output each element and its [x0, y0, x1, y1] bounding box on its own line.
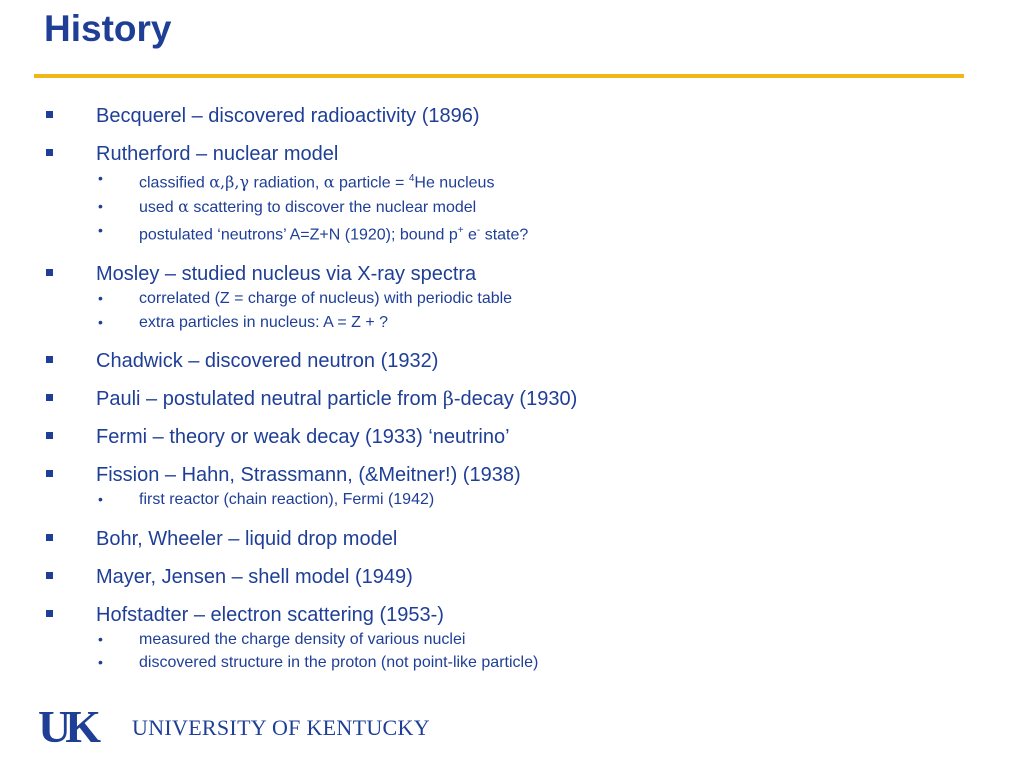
item-text: Mosley – studied nucleus via X-ray spectra	[96, 263, 477, 286]
sub-item: • classified α,β,γ radiation, α particle = $^4$He nucleus	[0, 167, 1024, 195]
sub-item: • correlated (Z = charge of nucleus) with periodic table	[0, 287, 1024, 311]
dot-bullet-icon: •	[98, 170, 103, 186]
sub-item: • measured the charge density of various nuclei	[0, 628, 1024, 652]
square-bullet-icon	[46, 149, 53, 156]
list-item	[0, 564, 1024, 590]
list-item	[0, 526, 1024, 552]
list-item	[0, 348, 1024, 374]
sub-item: • used α scattering to discover the nuclear model	[0, 195, 1024, 220]
item-text: Hofstadter – electron scattering (1953-)	[96, 603, 444, 626]
dot-bullet-icon: •	[98, 222, 103, 239]
dot-bullet-icon: •	[98, 197, 103, 214]
university-name: UNIVERSITY OF KENTUCKY	[132, 715, 430, 740]
sub-item: • discovered structure in the proton (not point-like particle)	[0, 651, 1024, 675]
square-bullet-icon	[46, 610, 53, 617]
bullet-list	[0, 103, 1024, 675]
dot-bullet-icon: •	[98, 491, 103, 508]
list-item: Pauli – postulated neutral particle from β-decay (1930)	[0, 386, 1024, 412]
slide-title: History	[44, 8, 172, 49]
dot-bullet-icon: •	[98, 654, 103, 671]
item-text: Chadwick – discovered neutron (1932)	[96, 350, 439, 373]
title-divider	[34, 74, 964, 78]
square-bullet-icon	[46, 572, 53, 579]
dot-bullet-icon: •	[98, 630, 103, 647]
square-bullet-icon	[46, 356, 53, 363]
uk-logo-mark: UK	[38, 701, 95, 752]
item-text: Becquerel – discovered radioactivity (1896)	[96, 105, 480, 127]
list-item	[0, 424, 1024, 450]
list-item	[0, 602, 1024, 628]
square-bullet-icon	[46, 111, 53, 118]
list-item	[0, 462, 1024, 488]
item-text: Fission – Hahn, Strassmann, (&Meitner!) (1938)	[96, 464, 521, 487]
square-bullet-icon	[46, 269, 53, 276]
sub-item: • extra particles in nucleus: A = Z + ?	[0, 311, 1024, 335]
item-text: Fermi – theory or weak decay (1933) ‘neutrino’	[96, 426, 510, 449]
item-text: Bohr, Wheeler – liquid drop model	[96, 527, 398, 550]
item-text: Rutherford – nuclear model	[96, 143, 339, 165]
list-item	[0, 141, 1024, 167]
sub-item: • first reactor (chain reaction), Fermi (1942)	[0, 488, 1024, 512]
dot-bullet-icon: •	[98, 313, 103, 330]
square-bullet-icon	[46, 470, 53, 477]
dot-bullet-icon: •	[98, 290, 103, 307]
square-bullet-icon	[46, 394, 53, 401]
sub-item: • postulated ‘neutrons’ A=Z+N (1920); bound p+ e- state?	[0, 219, 1024, 247]
item-text: Mayer, Jensen – shell model (1949)	[96, 565, 413, 588]
list-item	[0, 103, 1024, 129]
square-bullet-icon	[46, 432, 53, 439]
square-bullet-icon	[46, 534, 53, 541]
list-item	[0, 261, 1024, 287]
